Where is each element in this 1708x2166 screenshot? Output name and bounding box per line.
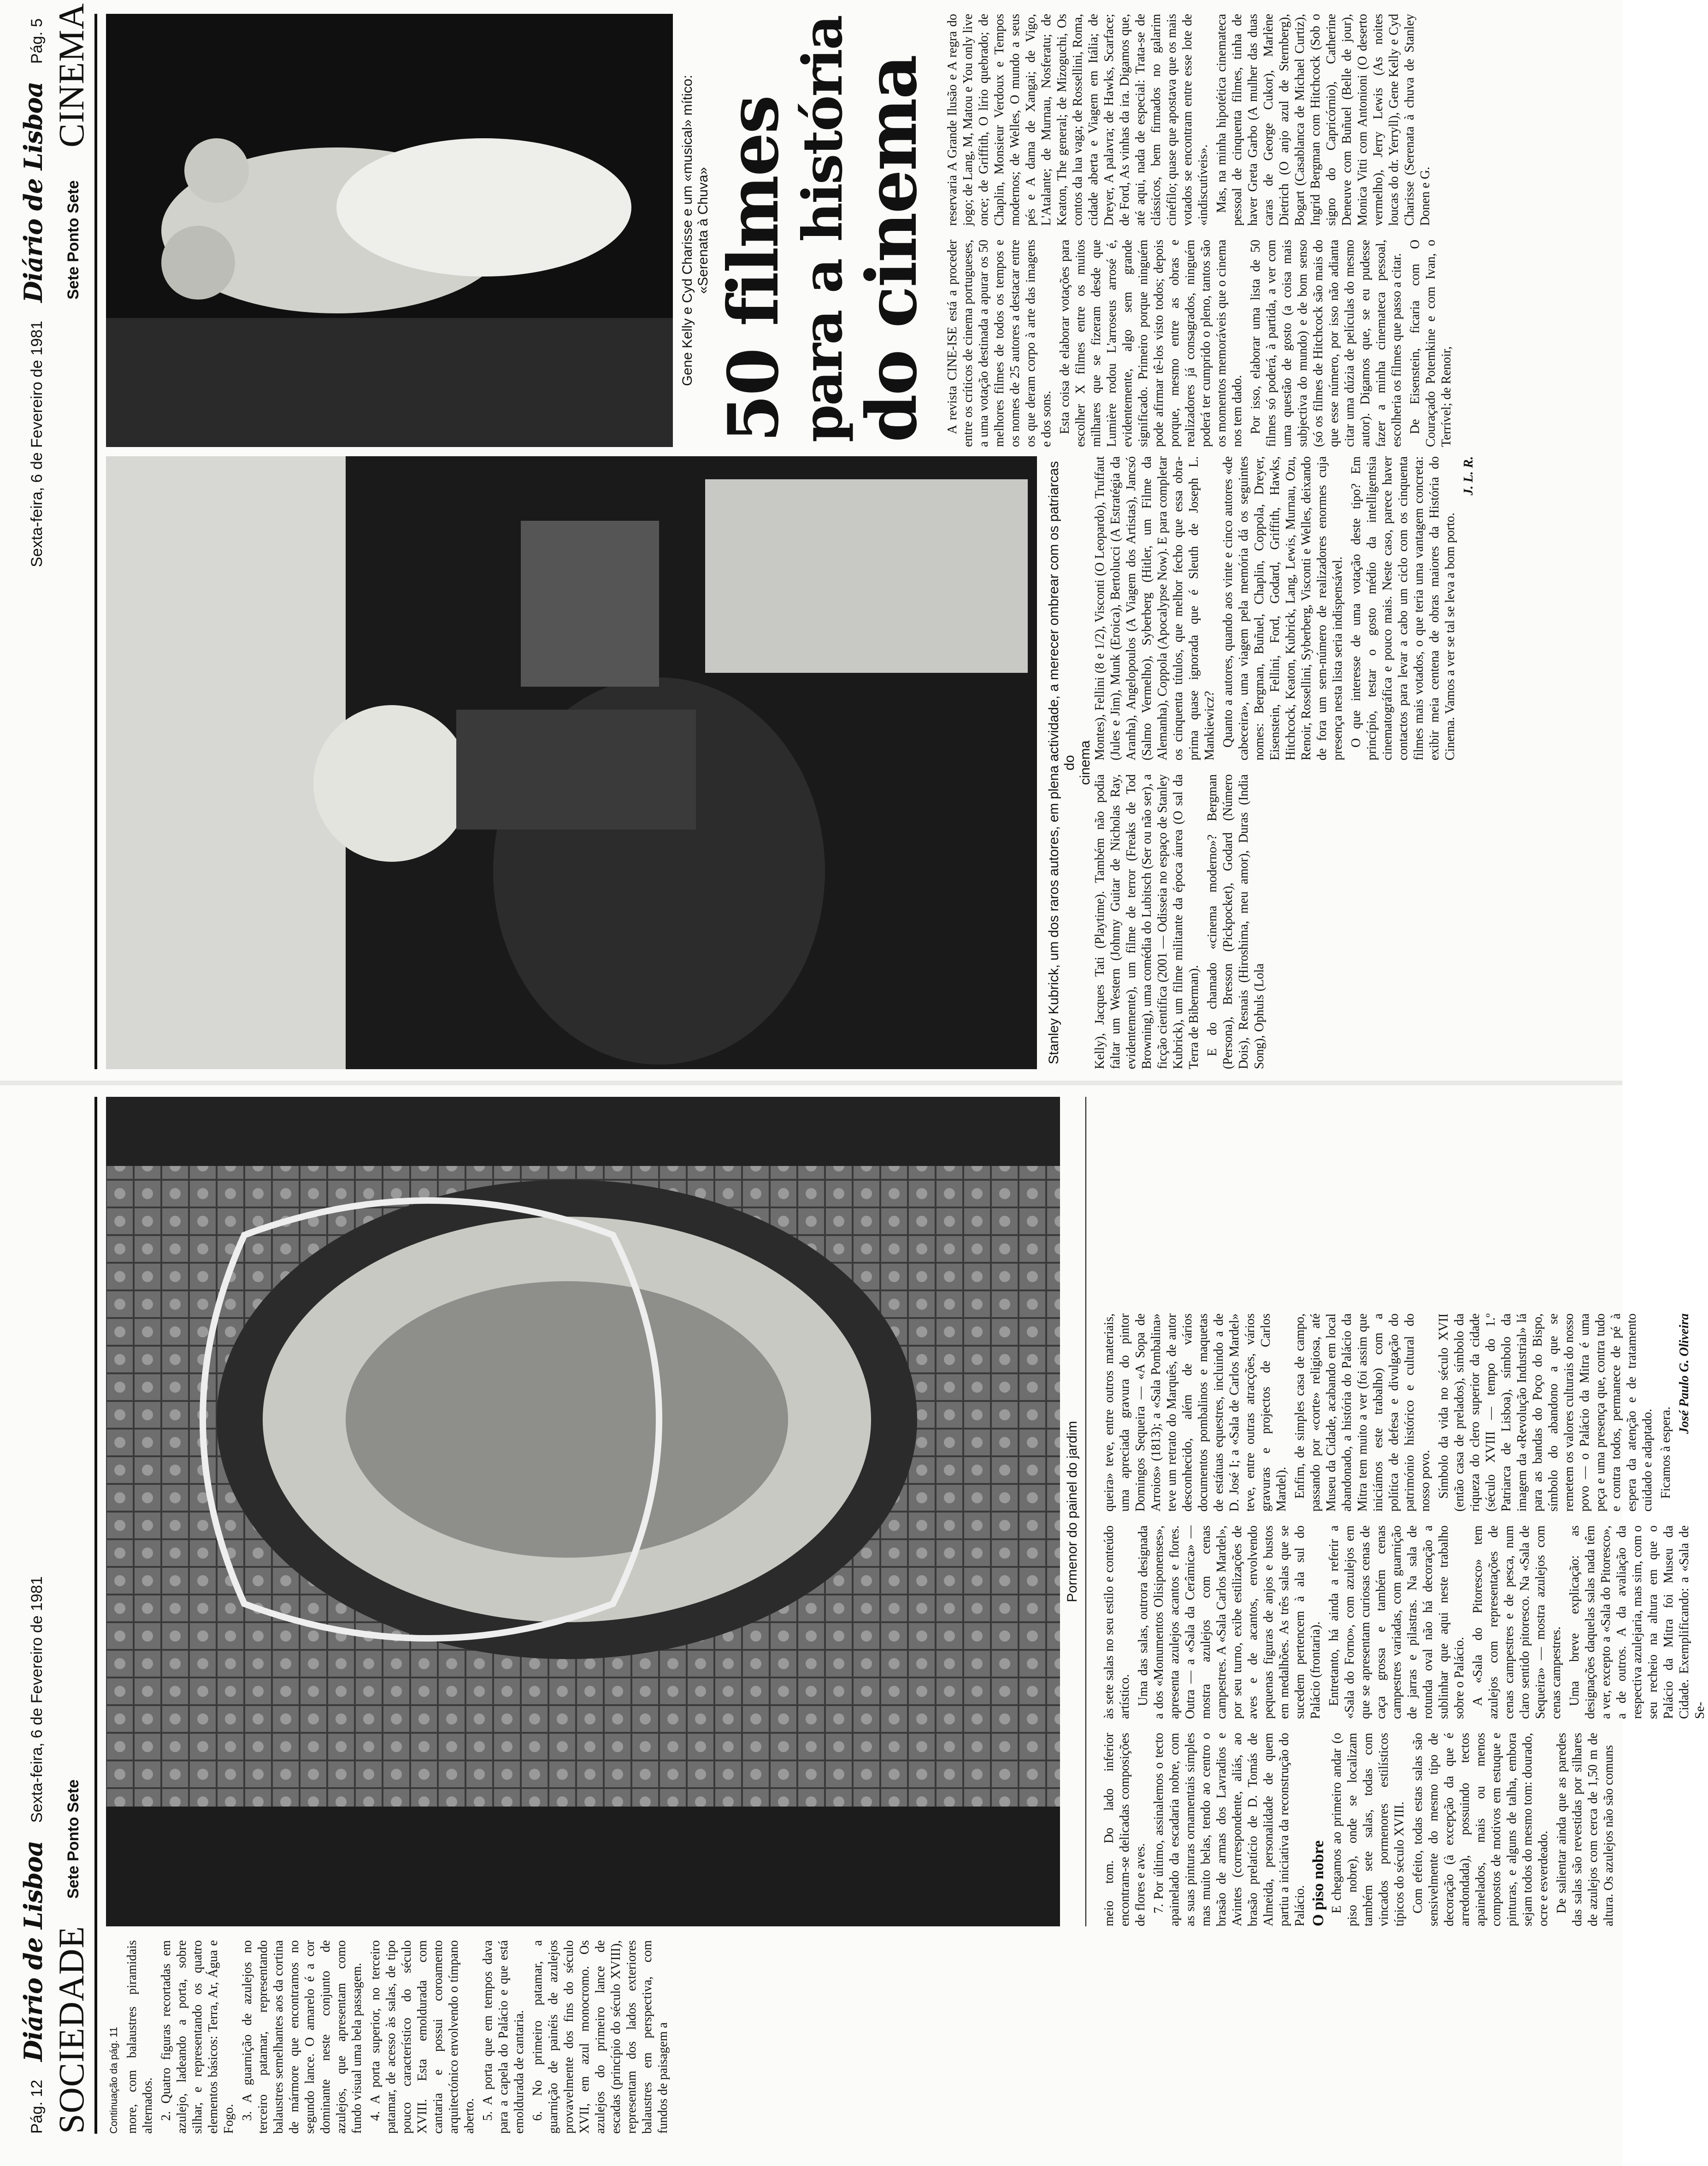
paragraph: Símbolo da vida no século XVII (então casa de prelados), símbolo da riqueza do clero superior da cidade (século XVIII — tempo do 1.º Patriarca de Lisboa), símbolo da imagem da «Revolução Industrial» lá para as bandas do Poço do Bispo, símbolo do abandono a que se remetem os valores culturais do nosso povo — o Palácio da Mitra é uma peça e uma presença que, contra tudo e contra todos, permanece de pé à espera da atenção e de tratamento cuidado e adaptado. [1437,1313,1655,1512]
subsection-title: Sete Ponto Sete [65,180,82,300]
serenata-photo [106,14,673,447]
paragraph: Com efeito, todas estas salas são sensivelmente do mesmo tipo de decoração (à excepção da que é arredondada), possuindo tectos apainelados, mais ou menos compostos de motivos em estuque e pinturas, e alguns de talha, embora sejam todos do mesmo tom: dourado, ocre e esverdeado. [1411,1733,1550,1926]
caption-line: Gene Kelly e Cyd Charisse e um «musical» mítico: [680,75,695,386]
paragraph: Enfim, de simples casa de campo, passando por «corte» religiosa, até Museu da Cidade, acabando em local abandonado, a história do Palácio da Mitra tem muito a ver (foi assim que iniciámos este trabalho) com a política de defesa e divulgação do património histórico e cultural do nosso povo. [1293,1313,1432,1512]
article-column-4 [1101,1313,1691,1512]
paragraph: 2. Quatro figuras recortadas em azulejo, ladeando a porta, sobre silhar, e representando os quatro elementos básicos: Terra, Ar, Água e Fogo. [159,1940,236,2134]
page-runner [18,18,48,567]
paragraph: Quanto a autores, quando aos vinte e cinco autores «de cabeceira», uma viagem pela memória dá os seguintes nomes: Bergman, Buñuel, Chaplin, Coppola, Dreyer, Eisenstein, Fellini, Ford, Godard, Griffith, Hawks, Hitchcock, Keaton, Kubrick, Lang, Lewis, Murnau, Ozu, Renoir, Rossellini, Syberberg, Visconti e Welles, deixando de fora um sem-número de realizadores enormes cuja presença nesta lista seria indispensável. [1221,456,1345,760]
article-column-3 [1101,1525,1707,1719]
paragraph: De salientar ainda que as paredes das salas são revestidas por silhares de azulejos com cerca de 1,50 m de altura. Os azulejos não são comuns [1555,1733,1616,1926]
paragraph: 5. A porta que em tempos dava para a capela do Palácio e que está emoldurada de cantaria. [481,1940,526,2134]
section-rule [94,1097,97,2134]
paragraph: Ficamos à espera. [1659,1407,1673,1499]
paragraph: 4. A porta superior, no terceiro patamar, de acesso às salas, de tipo pouco característico do século XVIII. Esta emoldurada com cantaria e possui coroamento arquitectónico envolvendo o tímpano aberto. [368,1940,477,2134]
caption-rule [1085,1097,1086,1926]
masthead: Diário de Lisboa [18,1841,48,2062]
paragraph: De Eisenstein, ficaria com O Couraçado Potemkine e com Ivan, o Terrível; de Renoir, [1408,240,1454,447]
paragraph: meio tom. Do lado inferior encontram-se delicadas composições de flores e aves. [1102,1733,1148,1926]
article-column-3 [1092,774,1599,1069]
paragraph: Mas, na minha hipotética cinemateca pessoal de cinquenta filmes, tinha de haver Greta Garbo (A mulher das duas caras de George Cukor), Marlène Dietrich (O anjo azul de Sternberg), Bogart (Casablanca de Michael Curtiz), Ingrid Bergman com Hitchcock (Sob o signo do Capricórnio), Catherine Deneuve com Buñuel (Belle de jour), Monica Vitti com Antonioni (O deserto vermelho), Jerry Lewis (As noites loucas do dr. Yerryll), Gene Kelly e Cyd Charisse (Serenata à chuva de Stanley Donen e G. [1214,14,1432,226]
paragraph: Uma breve explicação: as designações daquelas salas nada têm a ver, excepto a «Sala do Pitoresco», a de outros. A da avaliação da respectiva azulejaria, mas sim, com o seu recheio na altura em que o Palácio da Mitra foi Museu da Cidade. Exemplificando: a «Sala de Se- [1567,1525,1707,1719]
page-number: Pág. 5 [28,18,46,64]
author-signature: J. L. R. [1461,456,1476,495]
garden-tile-panel-photo [106,1097,1060,1926]
serenata-illustration [106,14,673,447]
kubrick-illustration [106,456,1037,1069]
paragraph: E chegamos ao primeiro andar (o piso nobre), onde se localizam também sete salas, todas com vincados pormenores estilísticos típicos do século XVIII. [1330,1733,1407,1926]
section-title: SOCIEDADE [51,1926,91,2134]
article-column-2 [1101,1733,1616,1926]
subsection-title: Sete Ponto Sete [65,1779,82,1899]
paragraph: Entretanto, há ainda a referir a «Sala do Forno», com azulejos em que se apresentam curiosas cenas de caça grossa e também cenas campestres variadas, com guarnição de jarras e pilastras. Na sala de rotunda oval não há decoração a sublinhar que aqui neste trabalho sobre o Palácio. [1327,1525,1467,1719]
kubrick-photo [106,456,1037,1069]
page-number: Pág. 12 [28,2079,46,2134]
paragraph: queira» teve, entre outros materiais, uma apreciada gravura do pintor Domingos Sequeira — «A Sopa de Arroios» (1813); a «Sala Pombalina» teve um retrato do Marquês, de autor desconhecido, além de vários documentos pombalinos e maquetas de estátuas equestres, incluindo a de D. José I; a «Sala de Carlos Mardel» teve, entre outras atracções, vários gravuras e projectos de Carlos Mardel). [1102,1313,1289,1512]
photo-caption-kubrick [1046,456,1093,1069]
section-rule [94,14,97,1069]
caption-line: cinema [1078,740,1093,785]
article-column-1 [106,1940,1595,2134]
paragraph: Por isso, elaborar uma lista de 50 filmes só poderá, à partida, a ver com uma questão de gosto (a coisa mais subjectiva do mundo) e de bom senso (só os filmes de Hitchcock são mais do que esse número, por isso não adianta citar uma dúzia de películas do mesmo autor). Digamos que, se eu pudesse fazer a minha cinemateca pessoal, escolheria os filmes que passo a citar. [1249,240,1404,447]
paragraph: Esta coisa de elaborar votações para escolher X filmes entre os muitos milhares que se fizeram desde que Lumière rodou L'arroseus arrosé é, evidentemente, algo sem grande significado. Primeiro porque ninguém pode afirmar tê-los visto todos; depois porque, mesmo entre as obras e realizadores já consagrados, ninguém poderá ter cumprido o pleno, tantos são os momentos memoráveis que o cinema nos tem dado. [1058,240,1244,447]
paragraph: 7. Por último, assinalemos o tecto apainelado da escadaria nobre, com as suas pinturas ornamentais simples mas muito belas, tendo ao centro o brasão de armas dos Lavradios e Avintes (correspondente, aliás, ao brasão prelatício de D. Tomás de Almeida, personalidade de quem partiu a iniciativa da reconstrução do Palácio. [1152,1733,1307,1926]
issue-date: Sexta-feira, 6 de Fevereiro de 1981 [28,320,46,567]
paragraph: Kelly), Jacques Tati (Playtime). Também não podia faltar um Western (Johnny Guitar de Nicholas Ray, evidentemente), um filme de terror (Freaks de Tod Browning), uma comédia do Lubitsch (Ser ou não ser), a ficção científica (2001 — Odisseia no espaço de Stanley Kubrick), um filme militante da época áurea (O sal da Terra de Biberman). [1093,774,1201,1069]
caption-line: Stanley Kubrick, um dos raros autores, em plena actividade, a merecer ombrear com os patriarcas do [1046,461,1077,1065]
paragraph: reservaria A Grande Ilusão e A regra do jogo; de Lang, M, Matou e You only live once; de Griffith, O lírio quebrado; de Chaplin, Monsieur Verdoux e Tempos modernos; de Welles, O mundo a seus pés e A dama de Xangai; de Vigo, L'Atalante; de Murnau, Nosferatu; de Keaton, The general; de Mizoguchi, Os contos da lua vaga; de Rossellini, Roma, cidade aberta e Viagem em Itália; de Dreyer, A palavra; de Hawks, Scarface; de Ford, As vinhas da ira. Digamos que, até aqui, nada de especial: Trata-se de clássicos, bem firmados no galarim cinéfilo; quase que apostava que os mais votados se encontram entre esse lote de «indiscutíveis». [945,14,1210,226]
paragraph: E do chamado «cinema moderno»? Bergman (Persona), Bresson (Pickpocket), Godard (Número Dois), Resnais (Hiroshima, meu amor), Duras (India Song), Ophuls (Lola [1205,774,1266,1069]
continuation-note: Continuação da pág. 11 [108,2027,119,2134]
article-column-2 [945,14,1599,226]
article-column-1 [945,240,1599,447]
photo-caption: Pormenor do painel do jardim [1065,1421,1080,1602]
paragraph: A revista CINE-ISE está a proceder entre os críticos de cinema portugueses, a uma votação destinada a apurar os 50 melhores filmes de todos os tempos e os nomes de 25 autores a destacar entre os que deram corpo à arte das imagens e dos sons. [945,240,1054,447]
page-runner [18,1576,48,2134]
section-title: CINEMA [51,3,91,147]
subheading: O piso nobre [1310,1840,1327,1926]
paragraph: às sete salas no seu estilo e conteúdo artístico. [1102,1525,1132,1719]
paragraph: 3. A guarnição de azulejos no terceiro patamar, representando balaustres semelhantes aos da cortina de mármore que encontramos no segundo lance. O amarelo é a cor dominante neste conjunto de azulejos, que apresentam como fundo visual uma bela passagem. [240,1940,364,2134]
paragraph: A «Sala do Pitoresco» tem azulejos com representações de cenas campestres e de pesca, num claro sentido pitoresco. Na «Sala de Sequeira» — mostra azulejos com cenas campestres. [1471,1525,1563,1719]
headline-line: para a história [790,16,854,442]
photo-caption-serenata [680,14,711,447]
masthead: Diário de Lisboa [18,82,48,303]
paragraph: Montes), Fellini (8 e 1/2), Visconti (O Leopardo), Truffaut (Jules e Jim), Munk (Eroica), Bertolucci (A Estratégia da Aranha), Angelopoulos (A Viagem dos Artistas), Jancsó (Salmo Vermelho), Syberberg (Hitler, um Filme da Alemanha), Coppola (Apocalypse Now). E para completar os cinquenta títulos, que melhor fecho que essa obra-prima quase ignorada que é Sleuth de Joseph L. Mankiewicz? [1093,456,1217,760]
caption-line: «Serenata à Chuva» [695,167,711,294]
headline-line: do cinema [851,56,932,442]
paragraph: O que interesse de uma votação deste tipo? Em princípio, testar o gosto médio da intelligentsia cinematográfica e pouco mais. Neste caso, parece haver contactos para levar a cabo um ciclo com os cinquenta filmes mais votados, o que teria uma vantagem concreta: exibir meia centena de obras maiores da História do Cinema. Vamos a ver se tal se leva a bom porto. [1349,456,1457,760]
tile-panel-illustration [106,1097,1060,1926]
headline-line: 50 filmes [713,96,794,442]
paragraph: more, com balaustres piramidais alternados. [125,1940,155,2134]
paragraph: 6. No primeiro patamar, a guarnição de painéis de azulejos provavelmente dos fins do século XVII, em azul monocromo. Os azulejos do primeiro lance de escadas (princípio do século XVIII), representam dos lados exteriores balaustres em perspectiva, com fundos de paisagem a [530,1940,670,2134]
headline [713,14,932,442]
issue-date: Sexta-feira, 6 de Fevereiro de 1981 [28,1576,46,1823]
left-page [0,1083,1707,2166]
paragraph: Uma das salas, outrora designada a dos «Monumentos Olisiponenses», apresenta azulejos acantos e flores. Outra — a «Sala da Cerâmica» — mostra azulejos com cenas campestres. A «Sala Carlos Mardel», por seu turno, exibe estilizações de aves e de acantos, envolvendo pequenas figuras de anjos e bustos em medalhões. As três salas que se sucedem pertencem à ala sul do Palácio (frontaria). [1136,1525,1323,1719]
article-column-4 [1092,456,1599,760]
author-signature: José Paulo G. Oliveira [1677,1313,1691,1434]
